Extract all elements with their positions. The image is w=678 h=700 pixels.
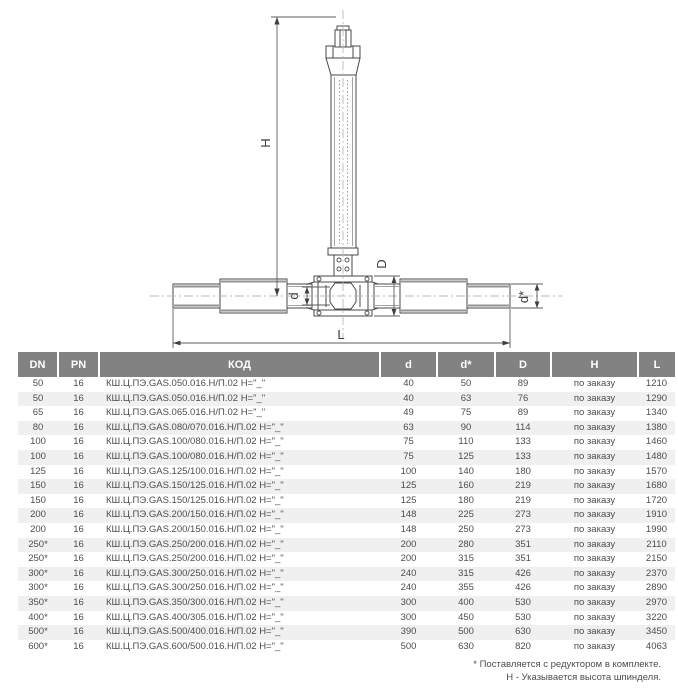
table-row — [18, 538, 675, 553]
table-cell: 16 — [73, 436, 84, 448]
table-cell: по заказу — [573, 538, 616, 550]
table-cell: 100 — [30, 436, 46, 448]
table-cell: 273 — [515, 523, 531, 535]
table-cell: КШ.Ц.ПЭ.GAS.050.016.Н/П.02 Н="_" — [106, 392, 266, 404]
table-cell: 219 — [515, 480, 531, 492]
table-cell: 50 — [32, 378, 44, 389]
table-row — [18, 465, 675, 480]
table-cell: КШ.Ц.ПЭ.GAS.065.016.Н/П.02 Н="_" — [106, 407, 266, 419]
table-cell: 160 — [458, 480, 474, 492]
table-cell: 63 — [403, 421, 414, 433]
spec-table-head — [18, 352, 675, 377]
table-cell: 16 — [73, 596, 84, 608]
table-cell: 16 — [73, 407, 84, 419]
table-cell: 200 — [400, 538, 417, 550]
table-cell: 1720 — [645, 494, 668, 506]
table-cell: 100 — [30, 450, 46, 462]
table-cell: 630 — [458, 640, 474, 652]
table-cell: 350* — [28, 596, 48, 608]
table-cell: 1990 — [645, 523, 668, 535]
table-cell: 630 — [515, 626, 531, 638]
table-cell: 300* — [28, 582, 48, 594]
table-cell: по заказу — [573, 611, 616, 623]
table-cell: по заказу — [573, 465, 616, 477]
table-cell: 3450 — [645, 626, 668, 638]
table-cell: по заказу — [573, 553, 616, 565]
table-cell: 16 — [73, 494, 84, 506]
table-row — [18, 450, 675, 465]
table-row — [18, 523, 675, 538]
table-cell: по заказу — [573, 640, 616, 652]
table-cell: 180 — [458, 494, 474, 506]
footnote-reducer: * Поставляется с редуктором в комплекте. — [473, 659, 661, 670]
table-cell: 300 — [400, 596, 417, 608]
table-cell: 200 — [400, 553, 417, 565]
table-cell: 300* — [28, 567, 48, 579]
table-cell: по заказу — [573, 596, 616, 608]
table-cell: по заказу — [573, 480, 616, 492]
table-cell: 40 — [403, 392, 414, 404]
table-row — [18, 377, 675, 392]
table-cell: 351 — [515, 538, 531, 550]
dim-label-d-star: d* — [516, 290, 531, 304]
table-cell: по заказу — [573, 626, 616, 638]
table-cell: 75 — [403, 436, 414, 448]
table-row — [18, 421, 675, 436]
table-cell: по заказу — [573, 421, 616, 433]
table-cell: 16 — [73, 640, 84, 652]
table-cell: КШ.Ц.ПЭ.GAS.250/200.016.Н/П.02 Н="_" — [106, 538, 284, 550]
table-cell: 530 — [515, 611, 531, 623]
table-cell: 16 — [73, 378, 84, 389]
table-cell: 125 — [458, 450, 474, 462]
table-cell: 315 — [458, 553, 474, 565]
dim-label-l: L — [337, 327, 345, 342]
table-cell: 400 — [458, 596, 474, 608]
table-cell: 125 — [30, 465, 46, 477]
table-cell: 1910 — [645, 509, 668, 521]
table-cell: 16 — [73, 450, 84, 462]
table-cell: 1340 — [645, 407, 668, 419]
table-cell: 2150 — [645, 553, 668, 565]
table-cell: 50 — [32, 392, 44, 404]
table-cell: КШ.Ц.ПЭ.GAS.150/125.016.Н/П.02 Н="_" — [106, 480, 284, 492]
table-row — [18, 479, 675, 494]
footnote-spindle-height: Н - Указывается высота шпинделя. — [506, 672, 661, 683]
table-cell: 150 — [30, 494, 46, 506]
column-header-2: КОД — [99, 352, 380, 377]
table-cell: КШ.Ц.ПЭ.GAS.600/500.016.Н/П.02 Н="_" — [106, 640, 284, 652]
column-header-4: d* — [437, 352, 495, 377]
table-cell: КШ.Ц.ПЭ.GAS.350/300.016.Н/П.02 Н="_" — [106, 596, 284, 608]
table-cell: КШ.Ц.ПЭ.GAS.200/150.016.Н/П.02 Н="_" — [106, 509, 284, 521]
table-cell: 63 — [460, 392, 472, 404]
table-row — [18, 392, 675, 407]
table-cell: 40 — [403, 378, 414, 389]
table-cell: 16 — [73, 523, 84, 535]
table-cell: 16 — [73, 582, 84, 594]
table-cell: по заказу — [573, 450, 616, 462]
table-cell: 75 — [403, 450, 414, 462]
table-cell: по заказу — [573, 436, 616, 448]
table-cell: 2970 — [645, 596, 668, 608]
table-cell: 1680 — [645, 480, 668, 492]
table-row — [18, 406, 675, 421]
table-cell: 1480 — [645, 450, 668, 462]
table-row — [18, 508, 675, 523]
table-cell: 2110 — [646, 538, 667, 550]
column-header-1: PN — [58, 352, 99, 377]
table-row — [18, 596, 675, 611]
table-cell: 133 — [515, 436, 531, 448]
table-cell: по заказу — [573, 582, 616, 594]
table-cell: 100 — [400, 465, 417, 477]
table-cell: 16 — [73, 392, 84, 404]
table-cell: 280 — [458, 538, 474, 550]
table-cell: 426 — [515, 582, 531, 594]
table-cell: 16 — [73, 465, 84, 477]
table-cell: 1290 — [645, 392, 668, 404]
table-cell: 133 — [515, 450, 531, 462]
table-cell: 89 — [517, 407, 529, 419]
table-cell: по заказу — [573, 407, 616, 419]
footnotes — [473, 658, 661, 684]
column-header-3: d — [380, 352, 437, 377]
table-cell: 250* — [28, 553, 48, 565]
table-cell: 351 — [515, 553, 531, 565]
table-cell: 150 — [30, 480, 46, 492]
table-cell: по заказу — [573, 494, 616, 506]
table-cell: 140 — [458, 465, 474, 477]
table-cell: 273 — [515, 509, 531, 521]
table-cell: КШ.Ц.ПЭ.GAS.400/305.016.Н/П.02 Н="_" — [106, 611, 284, 623]
table-cell: по заказу — [573, 378, 616, 389]
table-cell: 225 — [458, 509, 474, 521]
table-cell: 114 — [515, 421, 531, 433]
table-cell: 300 — [400, 611, 417, 623]
table-cell: 355 — [458, 582, 474, 594]
dim-label-d-cap: D — [374, 259, 389, 269]
table-cell: 1210 — [645, 378, 668, 389]
table-cell: 530 — [515, 596, 531, 608]
table-cell: 200 — [30, 509, 46, 521]
table-cell: 426 — [515, 567, 531, 579]
table-cell: 75 — [460, 407, 472, 419]
table-cell: 16 — [73, 538, 84, 550]
dimension-d-star — [511, 284, 543, 308]
table-cell: 200 — [30, 523, 46, 535]
table-cell: 1460 — [645, 436, 668, 448]
table-cell: 250 — [458, 523, 474, 535]
table-cell: 390 — [400, 626, 417, 638]
table-cell: КШ.Ц.ПЭ.GAS.500/400.016.Н/П.02 Н="_" — [106, 626, 284, 638]
table-cell: 16 — [73, 553, 84, 565]
spec-table — [18, 352, 675, 654]
table-cell: 2370 — [645, 567, 668, 579]
table-cell: 16 — [73, 421, 84, 433]
table-cell: 1380 — [645, 421, 668, 433]
table-cell: 3220 — [645, 611, 668, 623]
table-cell: 600* — [28, 640, 48, 652]
table-cell: КШ.Ц.ПЭ.GAS.150/125.016.Н/П.02 Н="_" — [106, 494, 284, 506]
table-cell: 240 — [400, 567, 417, 579]
table-cell: 148 — [400, 509, 417, 521]
table-row — [18, 581, 675, 596]
column-header-0: DN — [18, 352, 58, 377]
table-row — [18, 567, 675, 582]
table-row — [18, 625, 675, 640]
table-cell: 315 — [458, 567, 474, 579]
table-row — [18, 494, 675, 509]
table-cell: 125 — [400, 480, 417, 492]
table-cell: 125 — [400, 494, 417, 506]
table-cell: 16 — [73, 509, 84, 521]
table-cell: 450 — [458, 611, 474, 623]
table-cell: КШ.Ц.ПЭ.GAS.125/100.016.Н/П.02 Н="_" — [106, 465, 284, 477]
table-cell: 148 — [400, 523, 417, 535]
table-cell: 820 — [515, 640, 531, 652]
table-cell: 110 — [458, 436, 474, 448]
table-cell: 50 — [460, 378, 472, 389]
table-cell: КШ.Ц.ПЭ.GAS.200/150.016.Н/П.02 Н="_" — [106, 523, 284, 535]
table-cell: КШ.Ц.ПЭ.GAS.100/080.016.Н/П.02 Н="_" — [106, 450, 284, 462]
table-cell: КШ.Ц.ПЭ.GAS.050.016.Н/П.02 Н="_" — [106, 378, 266, 389]
column-header-7: L — [638, 352, 675, 377]
table-cell: 400* — [28, 611, 48, 623]
spec-table-body — [18, 377, 675, 654]
table-cell: 49 — [403, 407, 414, 419]
table-cell: КШ.Ц.ПЭ.GAS.080/070.016.Н/П.02 Н="_" — [106, 421, 284, 433]
table-cell: по заказу — [573, 392, 616, 404]
table-cell: 90 — [460, 421, 472, 433]
table-cell: 500 — [458, 626, 474, 638]
dimension-h — [258, 17, 336, 296]
table-cell: КШ.Ц.ПЭ.GAS.300/250.016.Н/П.02 Н="_" — [106, 567, 284, 579]
table-cell: КШ.Ц.ПЭ.GAS.300/250.016.Н/П.02 Н="_" — [106, 582, 284, 594]
table-cell: 76 — [517, 392, 529, 404]
table-cell: 16 — [73, 626, 84, 638]
table-cell: 16 — [73, 611, 84, 623]
table-row — [18, 611, 675, 626]
table-cell: по заказу — [573, 567, 616, 579]
column-header-6: H — [551, 352, 638, 377]
table-row — [18, 552, 675, 567]
table-row — [18, 435, 675, 450]
table-cell: КШ.Ц.ПЭ.GAS.100/080.016.Н/П.02 Н="_" — [106, 436, 284, 448]
dim-label-d: d — [286, 292, 301, 300]
table-cell: по заказу — [573, 523, 616, 535]
table-cell: 80 — [32, 421, 44, 433]
table-cell: 2890 — [645, 582, 668, 594]
dim-label-h: H — [258, 138, 273, 148]
table-cell: 240 — [400, 582, 417, 594]
table-cell: 65 — [32, 407, 44, 419]
table-cell: по заказу — [573, 509, 616, 521]
table-cell: 4063 — [645, 640, 668, 652]
table-row — [18, 640, 675, 655]
table-cell: 89 — [517, 378, 529, 389]
table-cell: КШ.Ц.ПЭ.GAS.250/200.016.Н/П.02 Н="_" — [106, 553, 284, 565]
column-header-5: D — [495, 352, 551, 377]
table-cell: 16 — [73, 480, 84, 492]
table-cell: 250* — [28, 538, 48, 550]
table-cell: 1570 — [645, 465, 668, 477]
table-cell: 16 — [73, 567, 84, 579]
table-cell: 500 — [400, 640, 417, 652]
table-cell: 500* — [28, 626, 48, 638]
table-cell: 219 — [515, 494, 531, 506]
header-row — [18, 352, 675, 377]
table-cell: 180 — [515, 465, 531, 477]
